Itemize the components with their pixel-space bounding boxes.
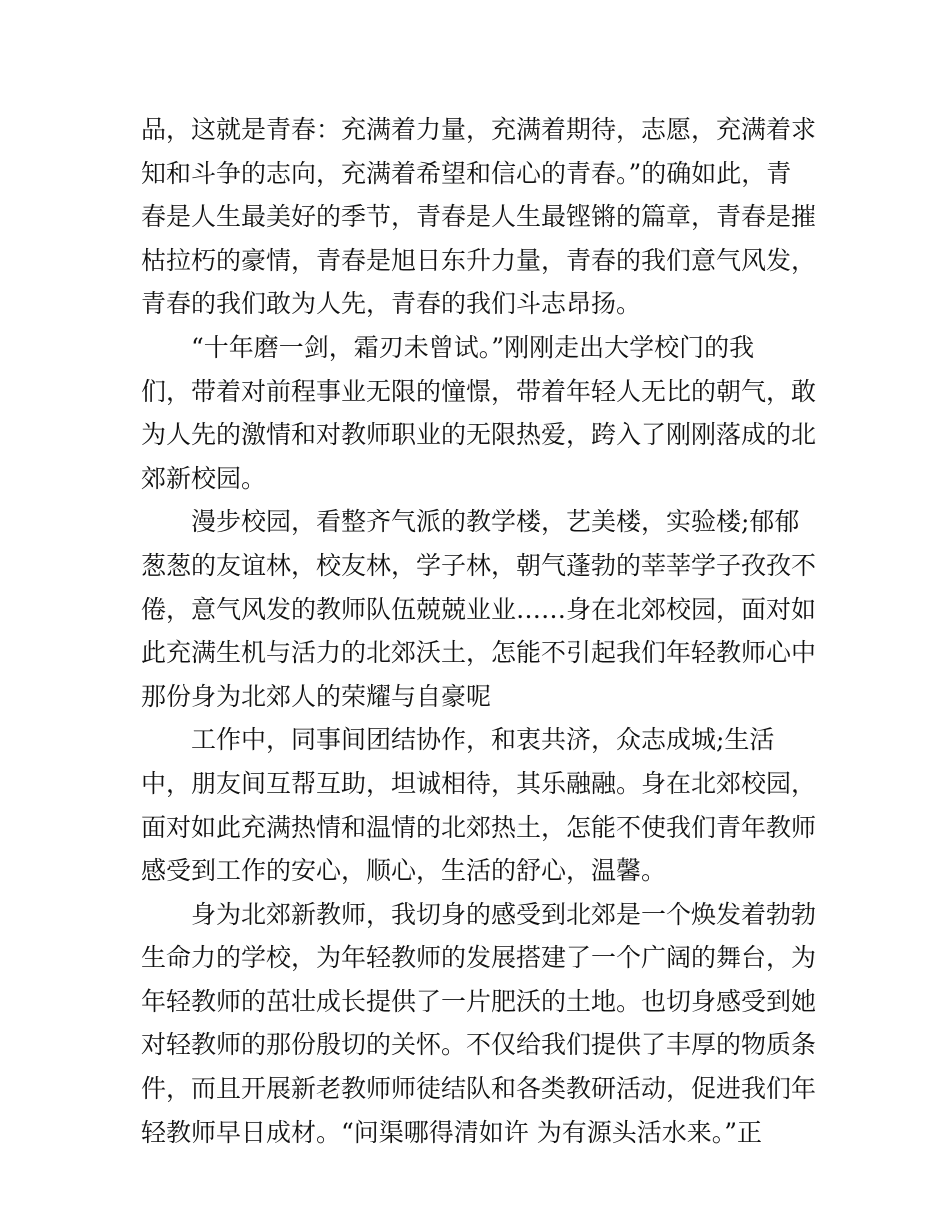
text-line: 中，朋友间互帮互助，坦诚相待，其乐融融。身在北郊校园， [141, 768, 817, 798]
paragraph-first-line: “十年磨一剑，霜刃未曾试。”刚刚走出大学校门的我 [191, 332, 755, 362]
text-line: 青春的我们敢为人先，青春的我们斗志昂扬。 [141, 289, 642, 319]
text-line: 年轻教师的茁壮成长提供了一片肥沃的土地。也切身感受到她 [141, 986, 817, 1016]
text-line: 件，而且开展新老教师师徒结队和各类教研活动，促进我们年 [141, 1074, 817, 1104]
text-line: 生命力的学校，为年轻教师的发展搭建了一个广阔的舞台，为 [141, 943, 817, 973]
paragraph-first-line: 漫步校园，看整齐气派的教学楼，艺美楼，实验楼;郁郁 [191, 507, 800, 537]
text-line: 春是人生最美好的季节，青春是人生最铿锵的篇章，青春是摧 [141, 202, 817, 232]
text-line: 品，这就是青春：充满着力量，充满着期待，志愿，充满着求 [141, 115, 817, 144]
text-line: 那份身为北郊人的荣耀与自豪呢 [141, 681, 492, 711]
body-text [141, 108, 821, 1154]
text-line: 此充满生机与活力的北郊沃土，怎能不引起我们年轻教师心中 [141, 638, 817, 668]
text-line: 们，带着对前程事业无限的憧憬，带着年轻人无比的朝气，敢 [141, 376, 817, 406]
text-line: 知和斗争的志向，充满着希望和信心的青春。”的确如此，青 [141, 158, 792, 188]
text-line: 郊新校园。 [141, 463, 267, 493]
text-line: 轻教师早日成材。“问渠哪得清如许 为有源头活水来。”正 [141, 1117, 763, 1147]
text-line: 为人先的激情和对教师职业的无限热爱，跨入了刚刚落成的北 [141, 420, 817, 450]
text-line: 面对如此充满热情和温情的北郊热土，怎能不使我们青年教师 [141, 812, 817, 842]
paragraph-first-line: 工作中，同事间团结协作，和衷共济，众志成城;生活 [191, 725, 775, 755]
text-line: 枯拉朽的豪情，青春是旭日东升力量，青春的我们意气风发， [141, 245, 817, 275]
text-line: 葱葱的友谊林，校友林，学子林，朝气蓬勃的莘莘学子孜孜不 [141, 550, 817, 580]
paragraph-first-line: 身为北郊新教师，我切身的感受到北郊是一个焕发着勃勃 [191, 899, 817, 929]
text-line: 倦，意气风发的教师队伍兢兢业业……身在北郊校园，面对如 [141, 594, 817, 624]
text-line: 感受到工作的安心，顺心，生活的舒心，温馨。 [141, 856, 667, 886]
text-line: 对轻教师的那份殷切的关怀。不仅给我们提供了丰厚的物质条 [141, 1030, 817, 1060]
